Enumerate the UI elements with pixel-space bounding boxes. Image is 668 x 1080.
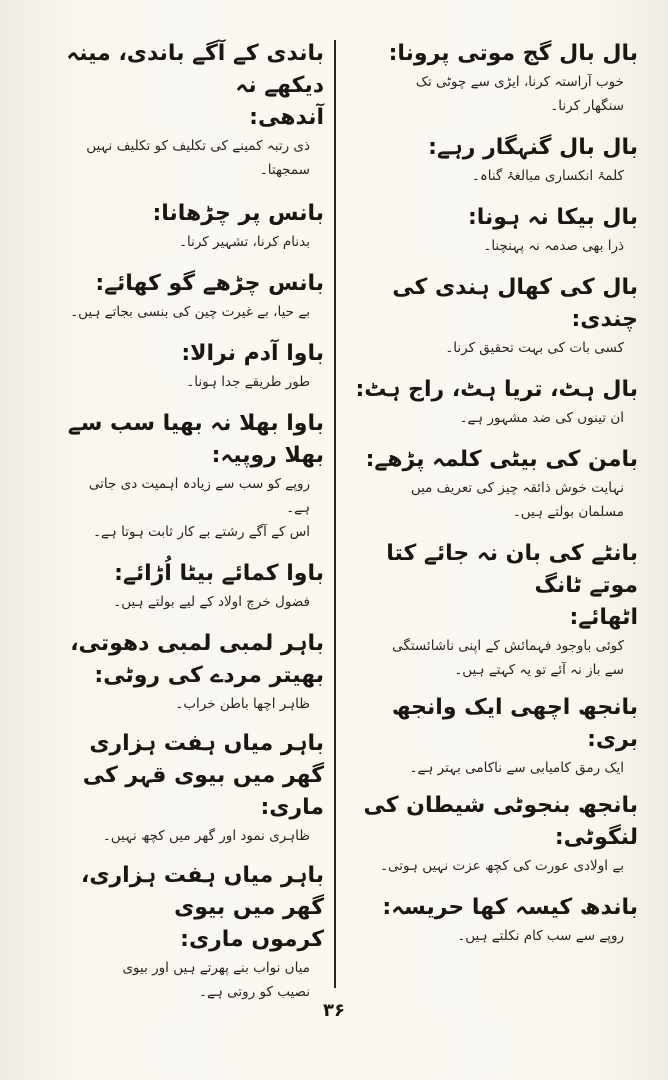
idiom-heading: بال بیکا نہ ہونا: — [467, 205, 638, 230]
idiom-heading: باہر لمبی لمبی دھوتی، بھیتر مردے کی روٹی: — [70, 631, 324, 688]
idiom-meaning: طور طریقے جدا ہونا۔ — [186, 374, 310, 390]
idiom-entry — [62, 860, 324, 924]
idiom-heading: کرموں ماری: — [180, 927, 324, 952]
idiom-heading: بانس پر چڑھانا: — [152, 201, 324, 226]
idiom-heading: بانجھ بنجوٹی شیطان کی لنگوٹی: — [363, 793, 638, 850]
right-column — [346, 38, 638, 948]
idiom-heading: باندی کے آگے باندی، مینہ دیکھے نہ — [66, 41, 324, 98]
idiom-heading: باوا کمائے بیٹا اُڑائے: — [114, 561, 324, 586]
idiom-meaning: نہایت خوش ذائقہ چیز کی تعریف میں — [410, 480, 624, 496]
idiom-meaning: روپے سے سب کام نکلتے ہیں۔ — [457, 928, 624, 944]
idiom-entry — [62, 558, 324, 614]
idiom-heading: بامن کی بیٹی کلمہ پڑھے: — [365, 447, 638, 472]
idiom-entry — [62, 408, 324, 544]
idiom-heading: باہر میاں ہفت ہزاری گھر میں بیوی قہر کی — [82, 731, 324, 788]
idiom-entry — [346, 202, 638, 258]
idiom-meaning: ایک رمق کامیابی سے ناکامی بہتر ہے۔ — [409, 760, 624, 776]
idiom-heading: باندھ کیسہ کھا حریسہ: — [382, 895, 638, 920]
idiom-entry — [62, 38, 324, 102]
idiom-heading: بانجھ اچھی ایک وانجھ بری: — [391, 695, 638, 752]
idiom-heading: بال بال گج موتی پرونا: — [388, 41, 638, 66]
idiom-meaning: فضول خرچ اولاد کے لیے بولتے ہیں۔ — [113, 594, 310, 610]
column-divider — [334, 40, 336, 988]
idiom-entry — [346, 602, 638, 682]
idiom-heading: بال کی کھال ہندی کی چندی: — [392, 275, 638, 332]
idiom-entry — [346, 132, 638, 188]
idiom-entry — [62, 628, 324, 716]
idiom-entry — [62, 728, 324, 792]
idiom-meaning: بے حیا، بے غیرت چین کی بنسی بجاتے ہیں۔ — [70, 304, 310, 320]
idiom-meaning: کلمۂ انکساری مبالغۂ گناہ۔ — [471, 168, 624, 184]
idiom-entry — [62, 268, 324, 324]
idiom-heading: باہر میاں ہفت ہزاری، گھر میں بیوی — [80, 863, 324, 920]
idiom-heading: اٹھائے: — [569, 605, 638, 630]
idiom-heading: بانس چڑھے گو کھائے: — [95, 271, 324, 296]
idiom-entry — [346, 38, 638, 118]
idiom-entry — [346, 538, 638, 602]
idiom-heading: باوا بھلا نہ بھیا سب سے بھلا روپیہ: — [67, 411, 324, 468]
page-number: ۳۶ — [323, 1000, 345, 1021]
idiom-meaning: سے باز نہ آئے تو یہ کہتے ہیں۔ — [454, 662, 624, 678]
idiom-entry — [346, 790, 638, 878]
idiom-meaning: ظاہر اچھا باطن خراب۔ — [175, 696, 310, 712]
idiom-entry — [62, 198, 324, 254]
idiom-entry — [346, 374, 638, 430]
idiom-meaning: سنگھار کرنا۔ — [550, 98, 624, 114]
idiom-meaning: خوب آراستہ کرنا، ایڑی سے چوٹی تک — [415, 74, 624, 90]
idiom-meaning: نصیب کو روتی ہے۔ — [199, 984, 310, 1000]
idiom-meaning: کسی بات کی بہت تحقیق کرنا۔ — [445, 340, 624, 356]
left-column — [62, 38, 324, 1004]
idiom-meaning: میاں نواب بنے پھرتے ہیں اور بیوی — [122, 960, 310, 976]
idiom-meaning: بے اولادی عورت کی کچھ عزت نہیں ہوتی۔ — [380, 858, 624, 874]
idiom-entry — [346, 272, 638, 360]
idiom-entry — [62, 792, 324, 848]
idiom-heading: بانٹے کی بان نہ جائے کتا موتے ٹانگ — [386, 541, 638, 598]
idiom-entry — [346, 892, 638, 948]
idiom-meaning: ذی رتبہ کمینے کی تکلیف کو تکلیف نہیں — [86, 138, 310, 154]
idiom-meaning: مسلمان بولتے ہیں۔ — [512, 504, 624, 520]
idiom-meaning: ذرا بھی صدمہ نہ پہنچنا۔ — [483, 238, 624, 254]
idiom-meaning: سمجھتا۔ — [259, 162, 310, 178]
idiom-heading: آندھی: — [249, 105, 324, 130]
idiom-meaning: اس کے آگے رشتے بے کار ثابت ہوتا ہے۔ — [93, 524, 310, 540]
idiom-meaning: روپے کو سب سے زیادہ اہمیت دی جاتی ہے۔ — [88, 476, 310, 516]
idiom-meaning: بدنام کرنا، تشہیر کرنا۔ — [179, 234, 310, 250]
idiom-heading: بال بال گنہگار رہے: — [428, 135, 638, 160]
idiom-heading: بال ہٹ، تریا ہٹ، راج ہٹ: — [355, 377, 638, 402]
idiom-meaning: ان تینوں کی ضد مشہور ہے۔ — [459, 410, 624, 426]
idiom-entry — [62, 924, 324, 1004]
idiom-entry — [62, 102, 324, 182]
idiom-heading: ماری: — [260, 795, 324, 820]
idiom-entry — [346, 692, 638, 780]
idiom-entry — [62, 338, 324, 394]
idiom-meaning: ظاہری نمود اور گھر میں کچھ نہیں۔ — [102, 828, 310, 844]
idiom-entry — [346, 444, 638, 524]
idiom-heading: باوا آدم نرالا: — [181, 341, 324, 366]
idiom-meaning: کوئی باوجود فہمائش کے اپنی ناشائستگی — [392, 638, 624, 654]
